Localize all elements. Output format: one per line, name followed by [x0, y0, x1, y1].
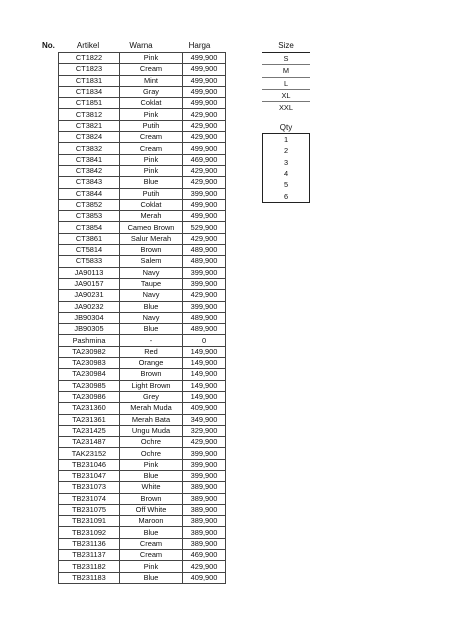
harga-cell: 399,900 — [183, 459, 226, 470]
warna-cell: Pink — [120, 561, 183, 572]
harga-cell: 429,900 — [183, 120, 226, 131]
harga-cell: 399,900 — [183, 301, 226, 312]
table-row — [59, 278, 226, 289]
artikel-cell: CT3861 — [59, 233, 120, 244]
artikel-cell: TB231182 — [59, 561, 120, 572]
artikel-cell: CT1834 — [59, 86, 120, 97]
harga-cell: 399,900 — [183, 448, 226, 459]
harga-cell: 429,900 — [183, 177, 226, 188]
artikel-cell: JA90157 — [59, 278, 120, 289]
qty-row — [263, 179, 310, 190]
artikel-cell: JA90231 — [59, 290, 120, 301]
artikel-cell: JB90304 — [59, 312, 120, 323]
warna-cell: Maroon — [120, 516, 183, 527]
harga-cell: 409,900 — [183, 403, 226, 414]
harga-cell: 499,900 — [183, 98, 226, 109]
harga-cell: 399,900 — [183, 278, 226, 289]
table-row — [59, 470, 226, 481]
artikel-cell: CT3824 — [59, 132, 120, 143]
table-row — [59, 324, 226, 335]
artikel-cell: TB231047 — [59, 470, 120, 481]
harga-cell: 149,900 — [183, 380, 226, 391]
harga-cell: 149,900 — [183, 346, 226, 357]
harga-cell: 499,900 — [183, 211, 226, 222]
harga-cell: 149,900 — [183, 358, 226, 369]
qty-row-value: 3 — [283, 157, 289, 167]
artikel-cell: JA90113 — [59, 267, 120, 278]
artikel-cell: CT3853 — [59, 211, 120, 222]
harga-cell: 499,900 — [183, 199, 226, 210]
harga-cell: 389,900 — [183, 493, 226, 504]
table-row — [59, 482, 226, 493]
warna-cell: Red — [120, 346, 183, 357]
artikel-cell: TA230985 — [59, 380, 120, 391]
harga-cell: 499,900 — [183, 64, 226, 75]
table-row — [59, 211, 226, 222]
artikel-cell: TB231073 — [59, 482, 120, 493]
harga-cell: 489,900 — [183, 324, 226, 335]
warna-cell: Gray — [120, 86, 183, 97]
warna-cell: Blue — [120, 470, 183, 481]
table-row — [59, 414, 226, 425]
warna-cell: Blue — [120, 301, 183, 312]
warna-cell: Ochre — [120, 437, 183, 448]
artikel-cell: Pashmina — [59, 335, 120, 346]
size-row-value: L — [262, 77, 310, 89]
qty-row — [263, 190, 310, 202]
size-title: Size — [278, 41, 294, 50]
table-row — [59, 301, 226, 312]
header-warna: Warna — [129, 41, 153, 50]
warna-cell: Brown — [120, 493, 183, 504]
qty-row — [263, 168, 310, 179]
table-row — [59, 267, 226, 278]
table-row — [59, 120, 226, 131]
table-row — [59, 425, 226, 436]
warna-cell: Merah Muda — [120, 403, 183, 414]
artikel-cell: TB231137 — [59, 550, 120, 561]
harga-cell: 489,900 — [183, 256, 226, 267]
harga-cell: 489,900 — [183, 312, 226, 323]
warna-cell: Pink — [120, 165, 183, 176]
artikel-cell: TA231425 — [59, 425, 120, 436]
artikel-cell: CT3854 — [59, 222, 120, 233]
artikel-cell: TA230983 — [59, 358, 120, 369]
artikel-cell: CT1823 — [59, 64, 120, 75]
artikel-cell: CT3843 — [59, 177, 120, 188]
harga-cell: 429,900 — [183, 561, 226, 572]
warna-cell: Ochre — [120, 448, 183, 459]
harga-cell: 399,900 — [183, 188, 226, 199]
table-row — [59, 143, 226, 154]
artikel-cell: CT3832 — [59, 143, 120, 154]
artikel-cell: CT3821 — [59, 120, 120, 131]
harga-cell: 349,900 — [183, 414, 226, 425]
header-artikel: Artikel — [76, 41, 100, 50]
warna-cell: Salur Merah — [120, 233, 183, 244]
harga-cell: 409,900 — [183, 572, 226, 583]
harga-cell: 489,900 — [183, 245, 226, 256]
table-row — [59, 53, 226, 64]
artikel-cell: TAK23152 — [59, 448, 120, 459]
warna-cell: Salem — [120, 256, 183, 267]
warna-cell: Brown — [120, 369, 183, 380]
artikel-cell: TB231091 — [59, 516, 120, 527]
qty-row-value: 2 — [283, 146, 289, 156]
warna-cell: Putih — [120, 188, 183, 199]
table-row — [59, 290, 226, 301]
table-row — [59, 199, 226, 210]
artikel-cell: CT3842 — [59, 165, 120, 176]
warna-cell: Blue — [120, 572, 183, 583]
table-row — [59, 132, 226, 143]
artikel-cell: TB231183 — [59, 572, 120, 583]
table-row — [59, 245, 226, 256]
table-row — [59, 346, 226, 357]
harga-cell: 149,900 — [183, 391, 226, 402]
warna-cell: Coklat — [120, 199, 183, 210]
warna-cell: Navy — [120, 267, 183, 278]
warna-cell: Brown — [120, 245, 183, 256]
table-row — [59, 504, 226, 515]
qty-row — [263, 157, 310, 168]
warna-cell: Pink — [120, 109, 183, 120]
size-table — [262, 52, 310, 113]
size-row — [262, 77, 310, 89]
artikel-cell: CT3852 — [59, 199, 120, 210]
harga-cell: 389,900 — [183, 538, 226, 549]
warna-cell: Putih — [120, 120, 183, 131]
size-row — [262, 89, 310, 101]
table-row — [59, 369, 226, 380]
harga-cell: 429,900 — [183, 437, 226, 448]
artikel-cell: CT3841 — [59, 154, 120, 165]
table-row — [59, 165, 226, 176]
qty-row-value: 5 — [283, 180, 289, 190]
header-harga: Harga — [188, 41, 211, 50]
qty-row-value: 1 — [283, 135, 289, 145]
size-row-value: M — [262, 65, 310, 77]
artikel-cell: TA231361 — [59, 414, 120, 425]
table-row — [59, 177, 226, 188]
artikel-cell: CT1851 — [59, 98, 120, 109]
harga-cell: 429,900 — [183, 290, 226, 301]
harga-cell: 499,900 — [183, 75, 226, 86]
table-row — [59, 335, 226, 346]
harga-cell: 469,900 — [183, 154, 226, 165]
table-row — [59, 154, 226, 165]
warna-cell: Pink — [120, 53, 183, 64]
warna-cell: Cream — [120, 132, 183, 143]
qty-title: Qty — [279, 123, 293, 132]
table-row — [59, 459, 226, 470]
harga-cell: 429,900 — [183, 165, 226, 176]
table-row — [59, 358, 226, 369]
qty-row — [263, 145, 310, 156]
table-row — [59, 98, 226, 109]
warna-cell: Grey — [120, 391, 183, 402]
table-row — [59, 538, 226, 549]
table-row — [59, 403, 226, 414]
warna-cell: Cream — [120, 538, 183, 549]
warna-cell: Cream — [120, 550, 183, 561]
artikel-cell: CT3812 — [59, 109, 120, 120]
harga-cell: 469,900 — [183, 550, 226, 561]
artikel-cell: CT1822 — [59, 53, 120, 64]
warna-cell: Merah — [120, 211, 183, 222]
table-row — [59, 75, 226, 86]
table-row — [59, 380, 226, 391]
table-row — [59, 527, 226, 538]
harga-cell: 329,900 — [183, 425, 226, 436]
harga-cell: 399,900 — [183, 267, 226, 278]
qty-row — [263, 134, 310, 146]
harga-cell: 499,900 — [183, 53, 226, 64]
harga-cell: 389,900 — [183, 482, 226, 493]
harga-cell: 529,900 — [183, 222, 226, 233]
harga-cell: 0 — [183, 335, 226, 346]
size-row — [262, 65, 310, 77]
table-row — [59, 561, 226, 572]
artikel-cell: TB231046 — [59, 459, 120, 470]
warna-cell: Ungu Muda — [120, 425, 183, 436]
warna-cell: Cream — [120, 143, 183, 154]
harga-cell: 429,900 — [183, 233, 226, 244]
harga-cell: 429,900 — [183, 132, 226, 143]
size-row-value: XL — [262, 89, 310, 101]
harga-cell: 389,900 — [183, 516, 226, 527]
table-row — [59, 391, 226, 402]
table-row — [59, 86, 226, 97]
qty-row-value: 6 — [283, 191, 289, 201]
table-row — [59, 448, 226, 459]
harga-cell: 499,900 — [183, 86, 226, 97]
warna-cell: Taupe — [120, 278, 183, 289]
warna-cell: Light Brown — [120, 380, 183, 391]
table-row — [59, 572, 226, 583]
artikel-cell: CT5833 — [59, 256, 120, 267]
warna-cell: Orange — [120, 358, 183, 369]
warna-cell: Blue — [120, 527, 183, 538]
warna-cell: Pink — [120, 459, 183, 470]
table-row — [59, 256, 226, 267]
product-table — [58, 52, 226, 584]
artikel-cell: JA90232 — [59, 301, 120, 312]
size-row — [262, 102, 310, 114]
artikel-cell: CT1831 — [59, 75, 120, 86]
warna-cell: Pink — [120, 154, 183, 165]
size-row-value: S — [262, 53, 310, 65]
warna-cell: Navy — [120, 290, 183, 301]
warna-cell: Cameo Brown — [120, 222, 183, 233]
table-row — [59, 222, 226, 233]
warna-cell: Off White — [120, 504, 183, 515]
header-no: No. — [42, 41, 55, 50]
artikel-cell: TA230982 — [59, 346, 120, 357]
warna-cell: White — [120, 482, 183, 493]
artikel-cell: TB231092 — [59, 527, 120, 538]
harga-cell: 149,900 — [183, 369, 226, 380]
artikel-cell: TB231074 — [59, 493, 120, 504]
artikel-cell: TA230986 — [59, 391, 120, 402]
warna-cell: Navy — [120, 312, 183, 323]
warna-cell: Mint — [120, 75, 183, 86]
artikel-cell: TB231136 — [59, 538, 120, 549]
warna-cell: Blue — [120, 177, 183, 188]
warna-cell: Blue — [120, 324, 183, 335]
harga-cell: 389,900 — [183, 504, 226, 515]
artikel-cell: JB90305 — [59, 324, 120, 335]
table-row — [59, 437, 226, 448]
warna-cell: - — [120, 335, 183, 346]
artikel-cell: CT3844 — [59, 188, 120, 199]
warna-cell: Merah Bata — [120, 414, 183, 425]
harga-cell: 399,900 — [183, 470, 226, 481]
qty-row-value: 4 — [283, 169, 289, 179]
table-row — [59, 188, 226, 199]
table-row — [59, 109, 226, 120]
artikel-cell: TA231360 — [59, 403, 120, 414]
size-row-value: XXL — [262, 102, 310, 114]
table-row — [59, 493, 226, 504]
table-row — [59, 312, 226, 323]
warna-cell: Coklat — [120, 98, 183, 109]
artikel-cell: TB231075 — [59, 504, 120, 515]
size-row — [262, 53, 310, 65]
table-row — [59, 233, 226, 244]
harga-cell: 389,900 — [183, 527, 226, 538]
artikel-cell: CT5814 — [59, 245, 120, 256]
harga-cell: 429,900 — [183, 109, 226, 120]
table-row — [59, 64, 226, 75]
warna-cell: Cream — [120, 64, 183, 75]
table-row — [59, 516, 226, 527]
table-row — [59, 550, 226, 561]
qty-table — [262, 133, 310, 203]
harga-cell: 499,900 — [183, 143, 226, 154]
artikel-cell: TA231487 — [59, 437, 120, 448]
artikel-cell: TA230984 — [59, 369, 120, 380]
